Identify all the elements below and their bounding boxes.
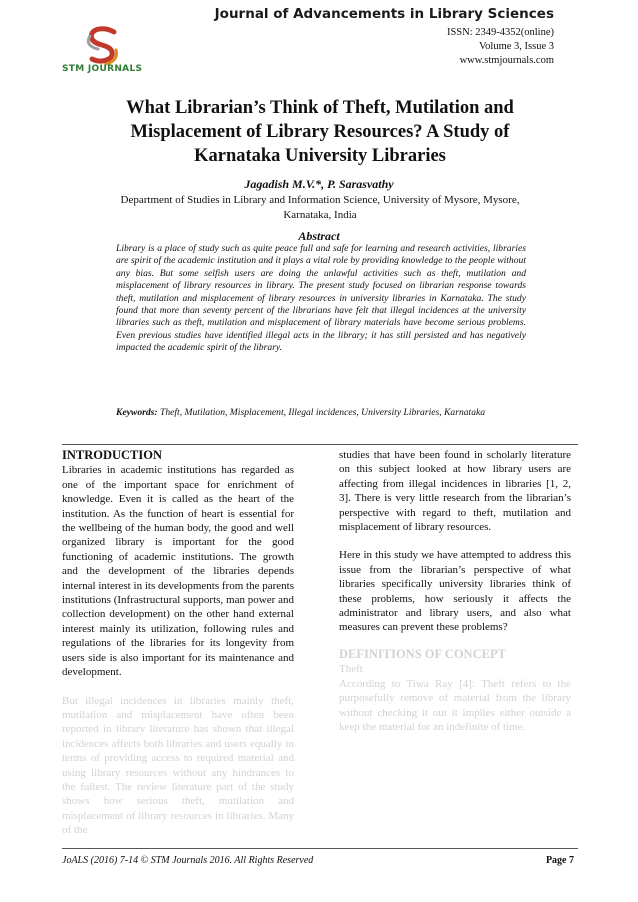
keywords — [116, 407, 526, 419]
definitions-heading: DEFINITIONS OF CONCEPT — [339, 646, 506, 661]
introduction-paragraph-3: studies that have been found in scholarly literature on this subject looked at how library users are affecting from illegal incidences in libraries [1, 2, 3]. There is very little research from the librarian’s perspective with regard to theft, mutilation and misplacement of library resources. — [339, 449, 571, 534]
footer-citation: JoALS (2016) 7-14 © STM Journals 2016. All Rights Reserved — [62, 855, 314, 866]
left-column — [62, 448, 294, 838]
theft-subheading: Theft — [339, 663, 363, 676]
paper-authors: Jagadish M.V.*, P. Sarasvathy — [244, 177, 394, 191]
paper-title: What Librarian’s Think of Theft, Mutilation and Misplacement of Library Resources? A Study of Karnataka University Libraries — [126, 98, 514, 166]
theft-definition: According to Tiwa Ray [4]: Theft refers to the purposefully remove of material from the library without checking it out it implies either outside a keep the material for an indefinite of time. — [339, 677, 571, 733]
footer-divider — [62, 848, 578, 849]
keywords-list: Theft, Mutilation, Misplacement, Illegal incidences, University Libraries, Karnataka — [159, 407, 486, 418]
introduction-heading: INTRODUCTION — [62, 448, 163, 462]
issn: ISSN: 2349-4352(online) — [446, 27, 554, 38]
journal-website[interactable]: www.stmjournals.com — [459, 55, 554, 66]
volume-issue: Volume 3, Issue 3 — [478, 41, 554, 52]
keywords-label: Keywords: — [116, 407, 158, 418]
header-divider — [62, 444, 578, 445]
abstract-text: Library is a place of study such as quite peace full and safe for learning and research activities, libraries are spirit of the academic institution and it plays a vital role by providing knowledge to the people without any bias. But some selfish users are doing the unlawful activities such as theft, mutilation and misplacement of library resources in library. The present study focused on librarian response towards theft, mutilation and misplacement of library resources in university libraries in Karnataka. The study found that more than seventy percent of the librarians have felt that illegal incidences at the university libraries such as theft, mutilation and misplacement of library materials have become serious problems. Even previous studies have identified illegal acts in the library; it has still persisted and has negatively impacted the academic spirit of the library. — [116, 243, 526, 354]
page-number: Page 7 — [545, 855, 574, 866]
right-column — [339, 448, 571, 734]
introduction-paragraph-4: Here in this study we have attempted to address this issue from the librarian’s perspective of what libraries specifically university libraries think of these problems, how seriously it affects the administrator and library users, and also what measures can prevent these problems? — [339, 549, 571, 634]
abstract-heading: Abstract — [298, 229, 340, 243]
journal-title: Journal of Advancements in Library Sciences — [214, 6, 554, 22]
introduction-paragraph-1: Libraries in academic institutions has regarded as one of the important space for enrichment of knowledge. Even it is called as the heart of the institution. As the function of heart is essential for the wellbeing of the human body, the good and well organized library is important for the good functioning of academic institutions. The growth and the development of the libraries depends internal interest in its developments from the parents institutions (Infrastructural supports, man power and collection development) on the other hand external interest mainly its utilization, following rules and regulations of the libraries for its longevity from users side is also important for its maintenance and development. — [62, 464, 294, 679]
author-affiliation: Department of Studies in Library and Information Science, University of Mysore, Mysore, Karnataka, India — [120, 194, 520, 221]
stm-journals-logo — [62, 26, 152, 78]
logo-text: STM JOURNALS — [62, 64, 143, 74]
introduction-paragraph-2: But illegal incidences in libraries mainly theft, mutilation and misplacement have often been reported in library literature has shown that illegal incidences affects both libraries and users equally in terms of providing access to required material and using library resources without any hindrances to the fullest. The review literature part of the study shows how serious theft, mutilation and misplacement of library resources in libraries. Many of the — [62, 694, 294, 837]
